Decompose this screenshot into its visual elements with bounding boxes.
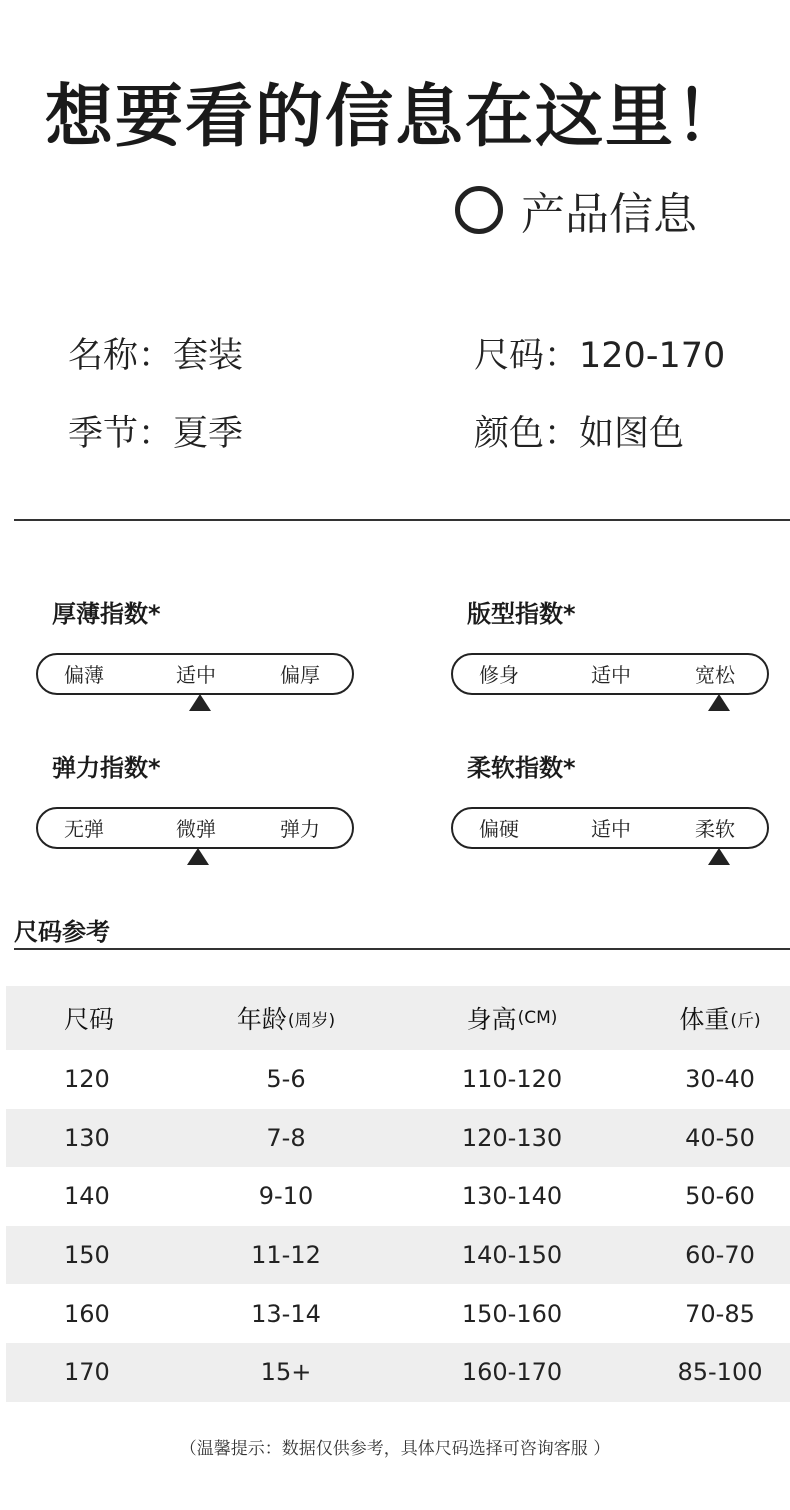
scale-option: 偏硬: [479, 817, 519, 841]
scale-option: 适中: [176, 663, 216, 687]
table-cell: 7-8: [266, 1123, 306, 1152]
table-cell: 140: [64, 1182, 110, 1211]
info-season: [68, 412, 243, 456]
scale-option: 微弹: [176, 817, 216, 841]
scale-option: 适中: [591, 817, 631, 841]
divider: [14, 519, 790, 521]
table-cell: 150-160: [461, 1299, 563, 1328]
table-cell: 120-130: [461, 1123, 563, 1152]
table-row: [6, 1167, 790, 1226]
selected-pointer-icon: [708, 848, 730, 865]
info-color-label: 颜色：: [474, 414, 580, 454]
table-row: [6, 1226, 790, 1285]
header-cell: 身高 (CM): [466, 1005, 558, 1034]
info-season-value: 夏季: [173, 414, 244, 454]
index-scale-softness: [451, 807, 769, 849]
header-cell: 年龄 (周岁): [236, 1005, 336, 1034]
scale-option: 偏厚: [280, 663, 320, 687]
table-cell: 50-60: [685, 1182, 755, 1211]
table-row: [6, 1050, 790, 1109]
table-cell: 60-70: [685, 1241, 755, 1270]
index-scale-thickness: [36, 653, 354, 695]
page-headline: 想要看的信息在这里！: [44, 78, 745, 157]
index-title-fit: 版型指数*: [467, 600, 576, 628]
scale-option: 修身: [479, 663, 519, 687]
selected-pointer-icon: [189, 694, 211, 711]
table-cell: 140-150: [461, 1241, 563, 1270]
selected-pointer-icon: [187, 848, 209, 865]
table-cell: 130: [64, 1123, 110, 1152]
table-cell: 9-10: [258, 1182, 314, 1211]
table-cell: 30-40: [685, 1065, 755, 1094]
scale-option: 宽松: [695, 663, 735, 687]
size-chart-title: 尺码参考: [14, 918, 110, 946]
info-name: [68, 334, 243, 378]
selected-pointer-icon: [708, 694, 730, 711]
section-heading-label: 产品信息: [521, 189, 697, 240]
index-title-elasticity: 弹力指数*: [52, 754, 161, 782]
table-cell: 40-50: [685, 1123, 755, 1152]
info-season-label: 季节：: [68, 414, 174, 454]
table-cell: 150: [64, 1241, 110, 1270]
section-heading-product-info: [455, 182, 697, 238]
scale-option: 适中: [591, 663, 631, 687]
table-cell: 120: [64, 1065, 110, 1094]
info-size-label: 尺码：: [474, 336, 580, 376]
index-title-softness: 柔软指数*: [467, 754, 576, 782]
header-cell: 体重 (斤): [679, 1005, 761, 1034]
index-title-thickness: 厚薄指数*: [52, 600, 161, 628]
info-name-value: 套装: [173, 336, 244, 376]
table-row: [6, 1109, 790, 1168]
table-cell: 70-85: [685, 1299, 755, 1328]
size-chart-table: [6, 986, 790, 1402]
scale-option: 无弹: [64, 817, 104, 841]
table-cell: 160-170: [461, 1358, 563, 1387]
table-row: [6, 1284, 790, 1343]
table-cell: 11-12: [251, 1241, 321, 1270]
info-size-value: 120-170: [579, 336, 726, 376]
table-cell: 85-100: [677, 1358, 763, 1387]
scale-option: 弹力: [280, 817, 320, 841]
index-scale-elasticity: [36, 807, 354, 849]
table-cell: 160: [64, 1299, 110, 1328]
info-color: [474, 412, 684, 456]
info-size: [474, 334, 725, 378]
scale-option: 偏薄: [64, 663, 104, 687]
table-cell: 15+: [260, 1358, 312, 1387]
circle-icon: [455, 186, 503, 234]
table-row: [6, 1343, 790, 1402]
scale-option: 柔软: [695, 817, 735, 841]
header-cell: 尺码: [64, 1005, 115, 1034]
table-header-row: [6, 986, 790, 1050]
index-scale-fit: [451, 653, 769, 695]
table-cell: 170: [64, 1358, 110, 1387]
table-cell: 110-120: [461, 1065, 563, 1094]
info-color-value: 如图色: [579, 414, 685, 454]
table-cell: 130-140: [461, 1182, 563, 1211]
divider: [14, 948, 790, 950]
footnote: （温馨提示：数据仅供参考，具体尺码选择可咨询客服 ）: [179, 1439, 611, 1459]
table-cell: 5-6: [266, 1065, 306, 1094]
table-cell: 13-14: [251, 1299, 321, 1328]
info-name-label: 名称：: [68, 336, 174, 376]
